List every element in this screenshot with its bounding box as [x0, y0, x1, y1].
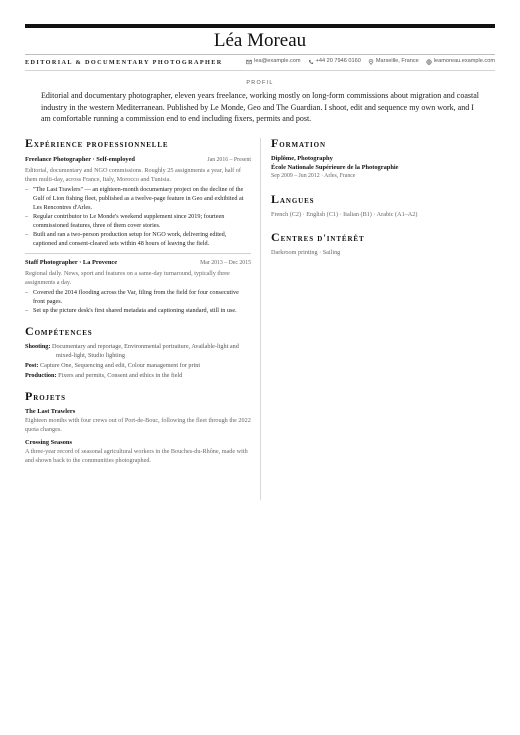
candidate-name: Léa Moreau [213, 30, 307, 51]
project-entry [25, 438, 251, 465]
header-divider [25, 54, 495, 55]
section-title-experience: Expérience professionnelle [25, 136, 169, 150]
education-degree: Diplôme, Photography [271, 155, 333, 162]
mail-icon [246, 59, 252, 65]
job-date: Jan 2016 – Present [207, 157, 251, 163]
project-name: Crossing Seasons [25, 439, 72, 446]
job-entry [25, 155, 251, 248]
job-subtitle: EDITORIAL & DOCUMENTARY PHOTOGRAPHER [25, 59, 223, 66]
skill-row: Shooting: Documentary and reportage, Environmental portraiture, Available-light and mixed-light, Studio lighting [25, 343, 239, 359]
job-bullets [25, 288, 251, 315]
bullet-item: – Regular contributor to Le Monde's weekend supplement since 2019; fourteen commissioned features, three of them cover stories. [25, 212, 251, 230]
bullet-item: – Covered the 2014 flooding across the Var, filing from the field for four consecutive front pages. [25, 288, 251, 306]
project-description: A three-year record of seasonal agricultural workers in the Bouches-du-Rhône, made with and shown back to the communities photographed. [25, 448, 248, 464]
phone-icon [308, 59, 314, 65]
contact-location [368, 57, 419, 66]
section-title-interests: Centres d'intérêt [271, 230, 365, 244]
job-title: Freelance Photographer · Self-employed [25, 156, 135, 163]
right-column [271, 137, 495, 257]
bullet-item: – "The Last Trawlers" — an eighteen-month documentary project on the decline of the Gulf of Lion fishing fleet, published as a twelve-page feature in Geo and exhibited at Les Rencontres d'Arles. [25, 185, 251, 212]
top-rule [25, 24, 495, 28]
section-title-projects: Projets [25, 389, 66, 403]
job-date: Mar 2013 – Dec 2015 [200, 260, 251, 266]
skill-row: Production: Fixers and permits, Consent and ethics in the field [25, 372, 183, 379]
globe-icon [426, 59, 432, 65]
section-title-skills: Compétences [25, 324, 93, 338]
contact-email[interactable] [246, 57, 300, 66]
contact-email-text: lea@example.com [254, 58, 301, 64]
section-title-languages: Langues [271, 192, 315, 206]
contact-bar [246, 57, 495, 66]
languages-list: French (C2) · English (C1) · Italian (B1) · Arabic (A1–A2) [271, 211, 418, 218]
job-divider [25, 253, 251, 254]
bullet-item: – Set up the picture desk's first shared metadata and captioning standard, still in use. [25, 306, 251, 315]
project-entry [25, 407, 251, 434]
interests-list: Darkroom printing · Sailing [271, 249, 341, 256]
column-divider [260, 138, 261, 500]
education-dates: Sep 2009 – Jun 2012 · Arles, France [271, 173, 356, 179]
contact-phone-text: +44 20 7946 0160 [315, 58, 361, 64]
section-title-education: Formation [271, 136, 326, 150]
project-name: The Last Trawlers [25, 408, 76, 415]
project-description: Eighteen months with four crews out of Port-de-Bouc, following the fleet through the 2022 quota changes. [25, 417, 251, 433]
job-bullets [25, 185, 251, 248]
subheader-divider [25, 70, 495, 71]
contact-website[interactable] [426, 57, 495, 66]
job-entry [25, 258, 251, 315]
contact-location-text: Marseille, France [375, 58, 419, 64]
profile-summary: Editorial and documentary photographer, eleven years freelance, working mostly on long-form commissions about migration and coastal industry in the western Mediterranean. Published by Le Monde, Geo and The Guardian. I shoot, edit and sequence my own work, and I am comfortable running a commission end to end including fixers, permits and post. [41, 91, 479, 124]
profile-label: PROFIL [246, 80, 274, 86]
job-description: Editorial, documentary and NGO commissions. Roughly 25 assignments a year, half of them multi-day, across France, Italy, Morocco and Tunisia. [25, 167, 241, 183]
bullet-item: – Built and ran a two-person production setup for NGO work, delivering edited, captioned and consent-cleared sets within 48 hours of leaving the field. [25, 230, 251, 248]
education-school: École Nationale Supérieure de la Photographie [271, 164, 399, 171]
job-title: Staff Photographer · La Provence [25, 259, 118, 266]
skill-row: Post: Capture One, Sequencing and edit, Colour management for print [25, 362, 201, 369]
skills-list [25, 342, 251, 380]
location-icon [368, 59, 374, 65]
contact-website-text: leamoreau.example.com [433, 58, 495, 64]
left-column [25, 137, 251, 465]
contact-phone[interactable] [308, 57, 361, 66]
job-description: Regional daily. News, sport and features on a same-day turnaround, typically three assignments a day. [25, 270, 230, 286]
